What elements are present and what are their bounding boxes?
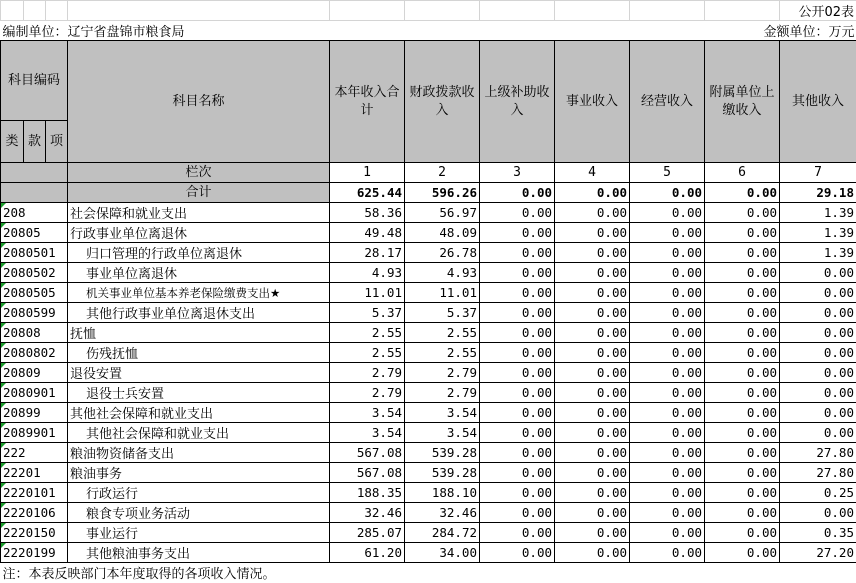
- value-cell[interactable]: 4.93: [405, 263, 480, 283]
- total-cell[interactable]: 625.44: [330, 183, 405, 203]
- value-cell[interactable]: 188.10: [405, 483, 480, 503]
- value-cell[interactable]: 0.00: [480, 303, 555, 323]
- value-cell[interactable]: 0.00: [630, 463, 705, 483]
- value-cell[interactable]: 0.00: [555, 343, 630, 363]
- table-note[interactable]: 注：本表反映部门本年度取得的各项收入情况。: [1, 563, 856, 583]
- value-cell[interactable]: 0.00: [705, 383, 780, 403]
- total-cell[interactable]: 0.00: [480, 183, 555, 203]
- value-cell[interactable]: 2.79: [330, 383, 405, 403]
- value-cell[interactable]: 0.00: [480, 363, 555, 383]
- value-cell[interactable]: 0.00: [555, 423, 630, 443]
- value-cell[interactable]: 2.79: [405, 383, 480, 403]
- header-c4[interactable]: 事业收入: [555, 41, 630, 163]
- table-row: [1, 263, 856, 283]
- value-cell[interactable]: 0.00: [780, 403, 856, 423]
- value-cell[interactable]: 0.00: [555, 203, 630, 223]
- value-cell[interactable]: 0.00: [780, 303, 856, 323]
- subject-name[interactable]: 归口管理的行政单位离退休: [68, 243, 330, 263]
- value-cell[interactable]: 27.20: [780, 543, 856, 563]
- table-row: [1, 283, 856, 303]
- subject-name[interactable]: 粮食专项业务活动: [68, 503, 330, 523]
- value-cell[interactable]: 0.00: [780, 343, 856, 363]
- value-cell[interactable]: 0.00: [555, 523, 630, 543]
- value-cell[interactable]: 0.00: [480, 463, 555, 483]
- value-cell[interactable]: 0.00: [480, 343, 555, 363]
- table-row: [1, 443, 856, 463]
- form-number[interactable]: 公开02表: [780, 1, 856, 21]
- value-cell[interactable]: 0.00: [555, 503, 630, 523]
- value-cell[interactable]: 58.36: [330, 203, 405, 223]
- value-cell[interactable]: 2.79: [330, 363, 405, 383]
- value-cell[interactable]: 32.46: [405, 503, 480, 523]
- value-cell[interactable]: 0.00: [630, 243, 705, 263]
- value-cell[interactable]: 0.00: [705, 543, 780, 563]
- value-cell[interactable]: 2.55: [405, 323, 480, 343]
- amount-unit[interactable]: 金额单位：万元: [480, 21, 856, 41]
- table-row: [1, 363, 856, 383]
- value-cell[interactable]: 0.00: [630, 383, 705, 403]
- subject-code[interactable]: 2080502: [1, 263, 68, 283]
- subject-code[interactable]: 2220106: [1, 503, 68, 523]
- value-cell[interactable]: 0.00: [780, 383, 856, 403]
- value-cell[interactable]: 0.00: [555, 363, 630, 383]
- value-cell[interactable]: 0.00: [630, 223, 705, 243]
- value-cell[interactable]: 3.54: [405, 423, 480, 443]
- table-row: [1, 423, 856, 443]
- subject-code[interactable]: 2089901: [1, 423, 68, 443]
- note-row: [1, 563, 856, 583]
- subject-code[interactable]: 20809: [1, 363, 68, 383]
- value-cell[interactable]: 0.00: [780, 363, 856, 383]
- header-row: [1, 41, 856, 121]
- table-row: [1, 303, 856, 323]
- value-cell[interactable]: 1.39: [780, 243, 856, 263]
- table-row: [1, 543, 856, 563]
- value-cell[interactable]: 539.28: [405, 443, 480, 463]
- value-cell[interactable]: 0.25: [780, 483, 856, 503]
- subject-name[interactable]: 行政事业单位离退休: [68, 223, 330, 243]
- subject-name[interactable]: 其他社会保障和就业支出: [68, 403, 330, 423]
- value-cell[interactable]: 0.00: [780, 503, 856, 523]
- header-code[interactable]: 科目编码: [1, 41, 68, 121]
- value-cell[interactable]: 0.00: [705, 423, 780, 443]
- table-row: [1, 483, 856, 503]
- header-xiang[interactable]: 项: [46, 121, 68, 163]
- value-cell[interactable]: 0.00: [630, 423, 705, 443]
- value-cell[interactable]: 0.00: [705, 503, 780, 523]
- table-row: [1, 323, 856, 343]
- subject-code[interactable]: 20805: [1, 223, 68, 243]
- subject-code[interactable]: 22201: [1, 463, 68, 483]
- table-row: [1, 383, 856, 403]
- value-cell[interactable]: 0.00: [705, 263, 780, 283]
- value-cell[interactable]: 11.01: [405, 283, 480, 303]
- subject-name[interactable]: 退役士兵安置: [68, 383, 330, 403]
- col-num[interactable]: 6: [705, 163, 780, 183]
- subject-name[interactable]: 粮油物资储备支出: [68, 443, 330, 463]
- subject-name[interactable]: 其他社会保障和就业支出: [68, 423, 330, 443]
- value-cell[interactable]: 32.46: [330, 503, 405, 523]
- value-cell[interactable]: 1.39: [780, 223, 856, 243]
- subject-code[interactable]: 20899: [1, 403, 68, 423]
- value-cell[interactable]: 5.37: [405, 303, 480, 323]
- value-cell[interactable]: 0.00: [630, 303, 705, 323]
- value-cell[interactable]: 4.93: [330, 263, 405, 283]
- header-c7[interactable]: 其他收入: [780, 41, 856, 163]
- value-cell[interactable]: 0.00: [780, 263, 856, 283]
- value-cell[interactable]: 284.72: [405, 523, 480, 543]
- col-num[interactable]: 5: [630, 163, 705, 183]
- value-cell[interactable]: 48.09: [405, 223, 480, 243]
- subject-name[interactable]: 事业运行: [68, 523, 330, 543]
- value-cell[interactable]: 0.00: [480, 503, 555, 523]
- value-cell[interactable]: 3.54: [330, 423, 405, 443]
- value-cell[interactable]: 34.00: [405, 543, 480, 563]
- subject-code[interactable]: 208: [1, 203, 68, 223]
- total-row: [1, 183, 856, 203]
- header-c6[interactable]: 附属单位上缴收入: [705, 41, 780, 163]
- col-num[interactable]: 4: [555, 163, 630, 183]
- subject-name[interactable]: 社会保障和就业支出: [68, 203, 330, 223]
- header-name[interactable]: 科目名称: [68, 41, 330, 163]
- value-cell[interactable]: 539.28: [405, 463, 480, 483]
- value-cell[interactable]: 0.00: [705, 403, 780, 423]
- subject-name[interactable]: 其他粮油事务支出: [68, 543, 330, 563]
- value-cell[interactable]: 0.00: [480, 223, 555, 243]
- value-cell[interactable]: 26.78: [405, 243, 480, 263]
- value-cell[interactable]: 188.35: [330, 483, 405, 503]
- value-cell[interactable]: 27.80: [780, 443, 856, 463]
- value-cell[interactable]: 0.00: [480, 523, 555, 543]
- subject-code[interactable]: 2080501: [1, 243, 68, 263]
- value-cell[interactable]: 0.00: [705, 203, 780, 223]
- value-cell[interactable]: 0.00: [705, 283, 780, 303]
- value-cell[interactable]: 0.00: [705, 303, 780, 323]
- value-cell[interactable]: 0.00: [480, 323, 555, 343]
- value-cell[interactable]: 0.00: [705, 523, 780, 543]
- col-num[interactable]: 1: [330, 163, 405, 183]
- value-cell[interactable]: 0.00: [555, 243, 630, 263]
- subject-code[interactable]: 2080505: [1, 283, 68, 303]
- value-cell[interactable]: 0.00: [555, 403, 630, 423]
- value-cell[interactable]: 0.00: [630, 403, 705, 423]
- value-cell[interactable]: 0.00: [555, 283, 630, 303]
- value-cell[interactable]: 0.00: [705, 343, 780, 363]
- value-cell[interactable]: 3.54: [405, 403, 480, 423]
- subject-code[interactable]: 2080802: [1, 343, 68, 363]
- total-cell[interactable]: 0.00: [705, 183, 780, 203]
- subject-code[interactable]: 20808: [1, 323, 68, 343]
- total-cell[interactable]: 29.18: [780, 183, 856, 203]
- value-cell[interactable]: 0.00: [630, 283, 705, 303]
- value-cell[interactable]: 0.00: [555, 303, 630, 323]
- value-cell[interactable]: 27.80: [780, 463, 856, 483]
- value-cell[interactable]: 0.00: [480, 203, 555, 223]
- column-number-row: [1, 163, 856, 183]
- table-row: [1, 503, 856, 523]
- value-cell[interactable]: 0.00: [780, 323, 856, 343]
- value-cell[interactable]: 2.55: [405, 343, 480, 363]
- value-cell[interactable]: 61.20: [330, 543, 405, 563]
- table-row: [1, 203, 856, 223]
- subject-code[interactable]: 2220101: [1, 483, 68, 503]
- compiling-unit[interactable]: 编制单位：辽宁省盘锦市粮食局: [1, 21, 480, 41]
- value-cell[interactable]: 0.00: [630, 503, 705, 523]
- value-cell[interactable]: 5.37: [330, 303, 405, 323]
- lanci-label[interactable]: 栏次: [68, 163, 330, 183]
- value-cell[interactable]: 0.00: [555, 443, 630, 463]
- value-cell[interactable]: 1.39: [780, 203, 856, 223]
- value-cell[interactable]: 0.00: [555, 223, 630, 243]
- value-cell[interactable]: 28.17: [330, 243, 405, 263]
- value-cell[interactable]: 567.08: [330, 443, 405, 463]
- total-cell[interactable]: 596.26: [405, 183, 480, 203]
- value-cell[interactable]: 0.00: [780, 423, 856, 443]
- value-cell[interactable]: 567.08: [330, 463, 405, 483]
- value-cell[interactable]: 0.00: [630, 543, 705, 563]
- meta-row: [1, 21, 856, 41]
- subject-name[interactable]: 机关事业单位基本养老保险缴费支出★: [68, 283, 330, 303]
- value-cell[interactable]: 0.00: [705, 443, 780, 463]
- total-label[interactable]: 合计: [68, 183, 330, 203]
- value-cell[interactable]: 0.00: [705, 363, 780, 383]
- value-cell[interactable]: 11.01: [330, 283, 405, 303]
- value-cell[interactable]: 0.00: [705, 323, 780, 343]
- header-kuan[interactable]: 款: [24, 121, 46, 163]
- value-cell[interactable]: 0.00: [780, 283, 856, 303]
- header-c1[interactable]: 本年收入合计: [330, 41, 405, 163]
- value-cell[interactable]: 0.00: [480, 283, 555, 303]
- subject-name[interactable]: 粮油事务: [68, 463, 330, 483]
- value-cell[interactable]: 0.00: [555, 323, 630, 343]
- value-cell[interactable]: 0.00: [705, 463, 780, 483]
- subject-name[interactable]: 伤残抚恤: [68, 343, 330, 363]
- value-cell[interactable]: 3.54: [330, 403, 405, 423]
- value-cell[interactable]: 0.00: [630, 263, 705, 283]
- value-cell[interactable]: 0.00: [480, 483, 555, 503]
- table-row: [1, 343, 856, 363]
- value-cell[interactable]: 56.97: [405, 203, 480, 223]
- subject-name[interactable]: 行政运行: [68, 483, 330, 503]
- table-row: [1, 463, 856, 483]
- header-c5[interactable]: 经营收入: [630, 41, 705, 163]
- col-num[interactable]: 7: [780, 163, 856, 183]
- subject-code[interactable]: 2080599: [1, 303, 68, 323]
- total-cell[interactable]: 0.00: [555, 183, 630, 203]
- value-cell[interactable]: 0.00: [555, 383, 630, 403]
- header-c2[interactable]: 财政拨款收入: [405, 41, 480, 163]
- value-cell[interactable]: 0.00: [705, 483, 780, 503]
- total-cell[interactable]: 0.00: [630, 183, 705, 203]
- value-cell[interactable]: 0.00: [555, 263, 630, 283]
- value-cell[interactable]: 285.07: [330, 523, 405, 543]
- value-cell[interactable]: 2.79: [405, 363, 480, 383]
- table-row: [1, 523, 856, 543]
- col-num[interactable]: 2: [405, 163, 480, 183]
- value-cell[interactable]: 2.55: [330, 323, 405, 343]
- value-cell[interactable]: 0.00: [630, 523, 705, 543]
- header-c3[interactable]: 上级补助收入: [480, 41, 555, 163]
- value-cell[interactable]: 0.00: [630, 323, 705, 343]
- top-empty-row: [1, 1, 856, 21]
- value-cell[interactable]: 2.55: [330, 343, 405, 363]
- value-cell[interactable]: 49.48: [330, 223, 405, 243]
- value-cell[interactable]: 0.35: [780, 523, 856, 543]
- header-lei[interactable]: 类: [1, 121, 24, 163]
- value-cell[interactable]: 0.00: [630, 343, 705, 363]
- subject-name[interactable]: 退役安置: [68, 363, 330, 383]
- subject-code[interactable]: 222: [1, 443, 68, 463]
- value-cell[interactable]: 0.00: [705, 243, 780, 263]
- value-cell[interactable]: 0.00: [630, 203, 705, 223]
- data-rows: [1, 203, 856, 563]
- value-cell[interactable]: 0.00: [555, 543, 630, 563]
- table-row: [1, 223, 856, 243]
- col-num[interactable]: 3: [480, 163, 555, 183]
- value-cell[interactable]: 0.00: [480, 263, 555, 283]
- subject-code[interactable]: 2220150: [1, 523, 68, 543]
- subject-name[interactable]: 事业单位离退休: [68, 263, 330, 283]
- value-cell[interactable]: 0.00: [630, 363, 705, 383]
- value-cell[interactable]: 0.00: [630, 483, 705, 503]
- value-cell[interactable]: 0.00: [480, 383, 555, 403]
- value-cell[interactable]: 0.00: [480, 243, 555, 263]
- value-cell[interactable]: 0.00: [555, 463, 630, 483]
- value-cell[interactable]: 0.00: [480, 403, 555, 423]
- value-cell[interactable]: 0.00: [555, 483, 630, 503]
- value-cell[interactable]: 0.00: [480, 443, 555, 463]
- subject-name[interactable]: 抚恤: [68, 323, 330, 343]
- table-row: [1, 243, 856, 263]
- value-cell[interactable]: 0.00: [630, 443, 705, 463]
- value-cell[interactable]: 0.00: [480, 543, 555, 563]
- value-cell[interactable]: 0.00: [705, 223, 780, 243]
- subject-name[interactable]: 其他行政事业单位离退休支出: [68, 303, 330, 323]
- table-row: [1, 403, 856, 423]
- value-cell[interactable]: 0.00: [480, 423, 555, 443]
- subject-code[interactable]: 2220199: [1, 543, 68, 563]
- subject-code[interactable]: 2080901: [1, 383, 68, 403]
